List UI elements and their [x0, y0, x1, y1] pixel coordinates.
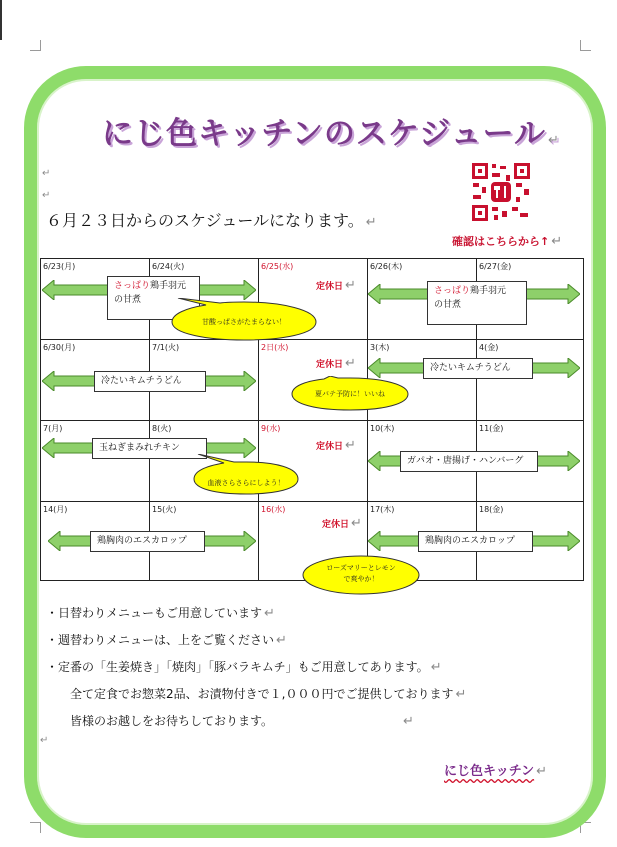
day-label: 6/30(月): [43, 343, 76, 352]
note-line: 皆様のお越しをお待ちしております。 ↵: [70, 714, 414, 729]
day-label: 7(月): [43, 424, 63, 433]
day-label: 4(金): [479, 343, 499, 352]
schedule-subtitle: ６月２３日からのスケジュールになります。 ↵: [46, 211, 377, 230]
notes-list: [46, 600, 466, 735]
day-label: 2日(水): [261, 343, 289, 352]
page-edge-line: [0, 0, 2, 40]
paragraph-mark: ↵: [42, 168, 51, 179]
day-label: 6/23(月): [43, 262, 76, 271]
schedule-calendar: [40, 258, 584, 581]
signature-text: にじ色キッチン ↵: [444, 764, 547, 779]
note-line: 全て定食でお惣菜2品、お漬物付きで１,０００円でご提供しております ↵: [70, 687, 467, 702]
menu-box-week1-a: さっぱり鶏手羽元 の甘煮: [107, 276, 200, 320]
closed-label: 定休日 ↵: [322, 516, 362, 531]
closed-label: 定休日 ↵: [316, 438, 356, 453]
day-label: 7/1(火): [152, 343, 180, 352]
menu-box-week3-a: 玉ねぎまみれチキン: [92, 438, 207, 459]
day-label: 3(木): [370, 343, 390, 352]
menu-box-week4-a: 鶏胸肉のエスカロップ: [90, 531, 205, 552]
day-label: 9(水): [261, 424, 281, 433]
qr-code-icon: [470, 161, 532, 223]
closed-label: 定休日 ↵: [316, 356, 356, 371]
crop-mark-top-right: [580, 40, 591, 51]
grid-line: [40, 420, 584, 421]
day-label: 6/27(金): [479, 262, 512, 271]
day-label: 6/25(水): [261, 262, 294, 271]
bubble-text: ローズマリーとレモン で爽やか！: [326, 564, 396, 583]
page-title: にじ色キッチンのスケジュール ↵: [102, 116, 560, 152]
day-label: 8(火): [152, 424, 172, 433]
menu-box-week4-b: 鶏胸肉のエスカロップ: [418, 531, 533, 552]
day-label: 17(木): [370, 505, 395, 514]
grid-line: [40, 501, 584, 502]
note-line: ・週替わりメニューは、上をご覧ください ↵: [46, 633, 287, 648]
day-label: 11(金): [479, 424, 504, 433]
day-label: 14(月): [43, 505, 68, 514]
note-line: ・定番の「生姜焼き」「焼肉」「豚バラキムチ」もご用意してあります。 ↵: [46, 660, 442, 675]
crop-mark-top-left: [30, 40, 41, 51]
menu-box-week1-b: さっぱり鶏手羽元 の甘煮: [427, 281, 527, 325]
qr-confirm-label: 確認はこちらから↑ ↵: [452, 234, 563, 249]
closed-label: 定休日 ↵: [316, 278, 356, 293]
paragraph-mark: ↵: [42, 190, 51, 201]
paragraph-mark: ↵: [40, 735, 49, 746]
crop-mark-bottom-left: [30, 822, 41, 833]
day-label: 6/24(火): [152, 262, 185, 271]
speech-bubble: [190, 454, 302, 496]
bubble-text: 夏バテ予防に！いいね: [315, 390, 385, 398]
menu-box-week2-a: 冷たいキムチうどん: [94, 371, 206, 392]
day-label: 10(木): [370, 424, 395, 433]
bubble-text: 血液さらさらにしよう！: [207, 479, 285, 487]
day-label: 15(火): [152, 505, 177, 514]
bubble-text: 甘酸っぱさがたまらない！: [202, 318, 286, 326]
menu-box-week2-b: 冷たいキムチうどん: [423, 358, 533, 379]
day-label: 16(水): [261, 505, 286, 514]
note-line: ・日替わりメニューもご用意しています ↵: [46, 606, 275, 621]
menu-box-week3-b: ガパオ・唐揚げ・ハンバーグ: [400, 451, 538, 472]
day-label: 18(金): [479, 505, 504, 514]
day-label: 6/26(木): [370, 262, 403, 271]
